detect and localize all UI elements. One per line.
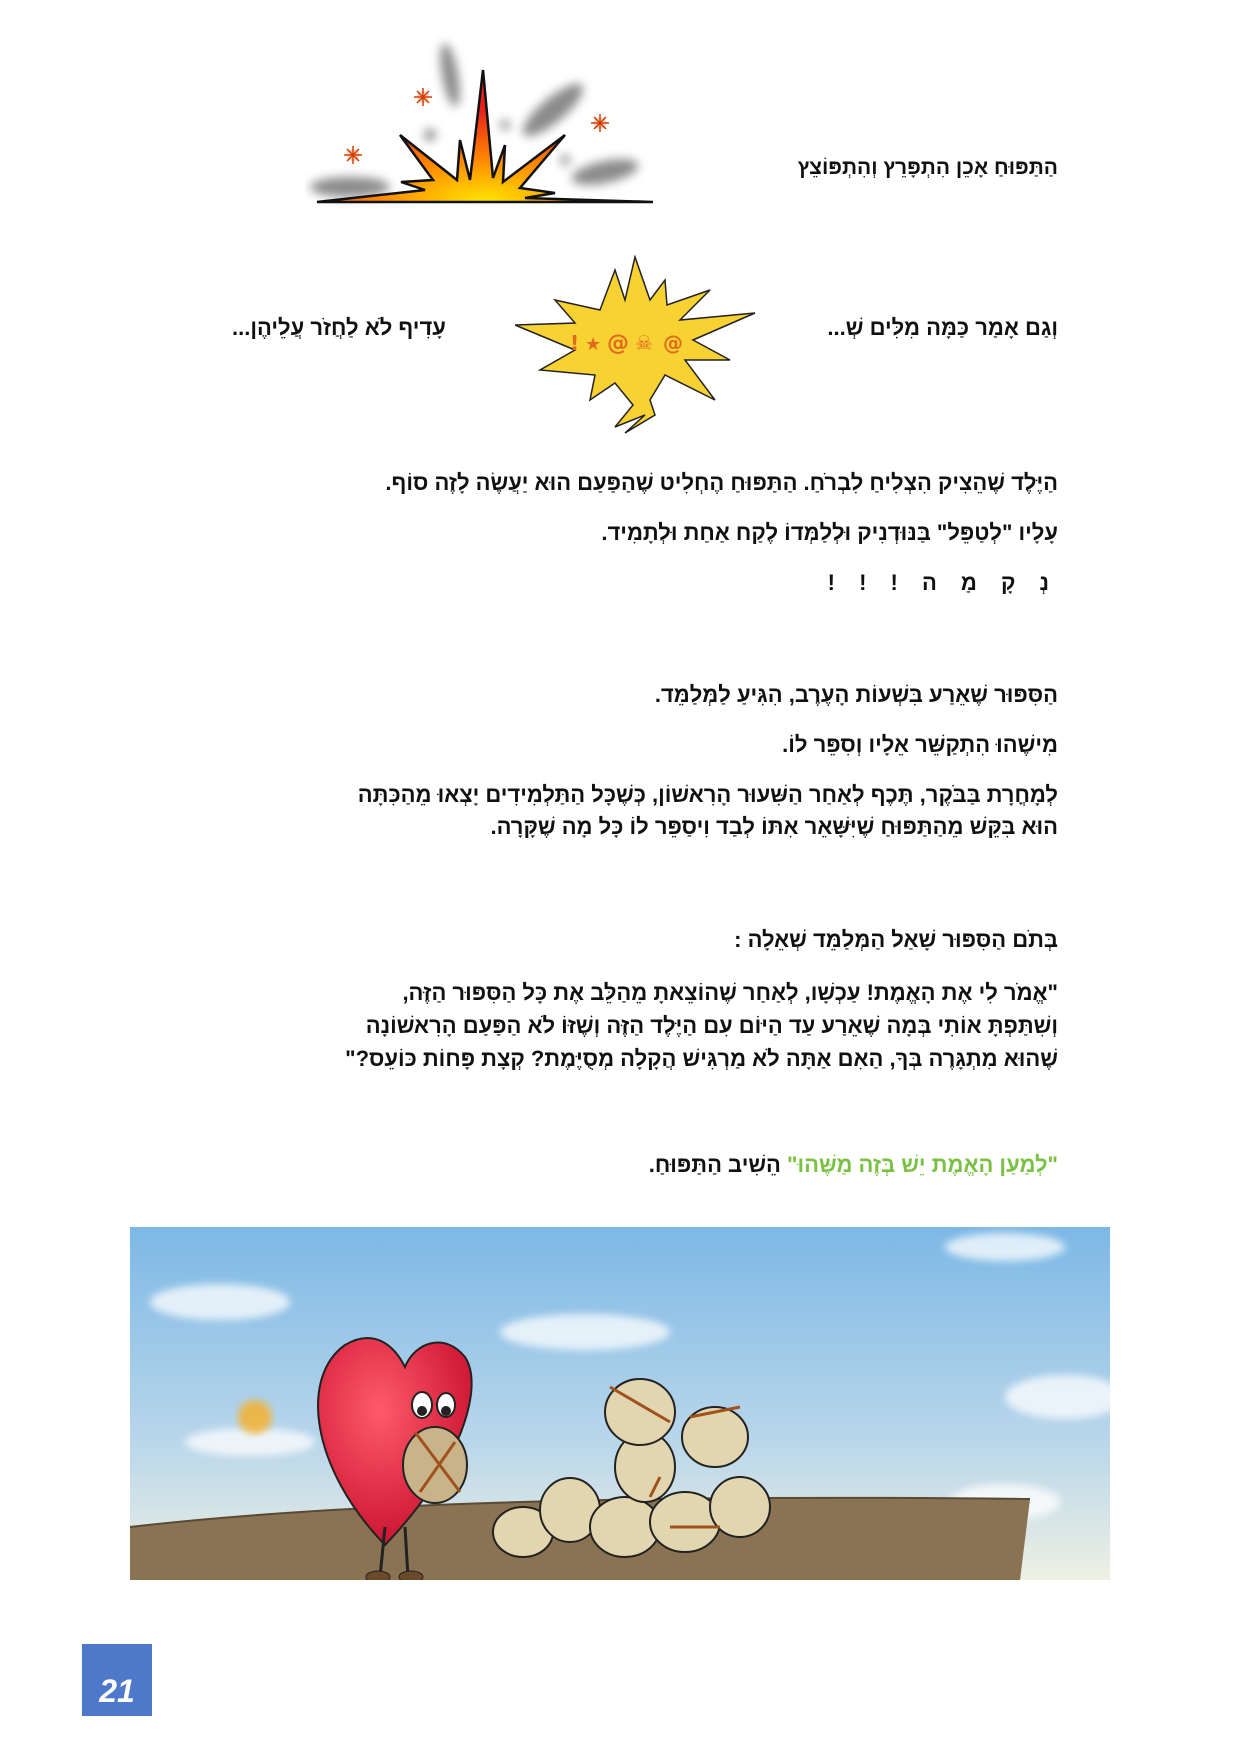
paragraph-2-line-2: מִישֶׁהוּ הִתְקַשֵּׁר אֵלָיו וְסִפֵּר לוֹ. xyxy=(782,732,1058,757)
quote-line-1: "אֱמֹר לִי אֶת הָאֱמֶת! עַכְשָׁו, לְאַחַר שֶׁהוֹצֵאתָ מֵהַלֵּב אֶת כָּל הַסִּפּוּר הַזֶּה, xyxy=(402,980,1058,1005)
text-better-not-repeat: עָדִיף לֹא לַחֲזֹר עֲלֵיהֶן... xyxy=(232,315,446,340)
apple-answer xyxy=(649,1150,1058,1180)
answer-attribution: הֵשִׁיב הַתַּפּוּחַ. xyxy=(648,1152,788,1177)
paragraph-1-line-1: הַיֶּלֶד שֶׁהֵצִיק הִצְלִיחַ לִבְרֹחַ. הַתַּפּוּחַ הֶחְלִיט שֶׁהַפַּעַם הוּא יַעֲשֶׂה לָזֶה סוֹף. xyxy=(385,470,1058,495)
heading-apple-exploded: הַתַּפּוּחַ אָכֵן הִתְפָּרֵץ וְהִתְפּוֹצֵץ xyxy=(797,156,1058,179)
svg-text:@: @ xyxy=(607,331,629,356)
curse-burst-illustration xyxy=(515,255,765,445)
paragraph-3-line-1: לְמָחֳרָת בַּבֹּקֶר, תֶּכֶף לְאַחַר הַשִּׁעוּר הָרִאשׁוֹן, כְּשֶׁכָּל הַתַּלְמִידִים יָצְאוּ מֵהַכִּתָּה xyxy=(357,782,1058,807)
paragraph-2-line-1: הַסִּפּוּר שֶׁאֵרַע בִּשְׁעוֹת הָעֶרֶב, הִגִּיעַ לַמְּלַמֵּד. xyxy=(654,682,1058,707)
answer-quote-green: "לְמַעַן הָאֱמֶת יֵשׁ בְּזֶה מַשֶּׁהוּ" xyxy=(787,1152,1058,1177)
paragraph-4-line-1: בְּתֹם הַסִּפּוּר שָׁאַל הַמְּלַמֵּד שְׁאֵלָה : xyxy=(734,927,1058,952)
heart-character-scene-illustration xyxy=(130,1227,1110,1580)
page-number: 21 xyxy=(99,1673,135,1709)
text-said-some-words: וְגַם אָמַר כַּמָּה מִלִּים שְׁ... xyxy=(827,315,1058,340)
revenge-exclamation: נְ קָ מַ ה ! ! ! xyxy=(827,570,1058,595)
exclamation-glyph: ! xyxy=(570,331,580,355)
page-number-badge xyxy=(82,1644,152,1716)
quote-line-2: וְשִׁתַּפְתָּ אוֹתִי בְּמָה שֶׁאֵרַע עַד הַיּוֹם עִם הַיֶּלֶד הַזֶּה וְשֶׁזּוֹ לֹא הַפַּעַם הָרִאשׁוֹנָה xyxy=(365,1013,1058,1038)
svg-text:☠: ☠ xyxy=(635,331,653,355)
svg-text:@: @ xyxy=(663,331,683,355)
paragraph-3-line-2: הוּא בִּקֵּשׁ מֵהַתַּפּוּחַ שֶׁיִּשָּׁאֵר אִתּוֹ לְבַד וִיסַפֵּר לוֹ כָּל מָה שֶׁקָּרָה. xyxy=(490,814,1058,839)
quote-line-3: שֶׁהוּא מִתְגָּרֶה בְּךָ, הַאִם אַתָּה לֹא מַרְגִּישׁ הֲקָלָה מְסֻיֶּמֶת? קְצָת פָּחוֹת כּוֹעֵס?" xyxy=(345,1046,1058,1071)
explosion-illustration xyxy=(305,30,665,235)
svg-text:★: ★ xyxy=(585,334,602,355)
paragraph-1-line-2: עָלָיו "לְטַפֵּל" בַּנּוּדְנִיק וּלְלַמְּדוֹ לֶקַח אַחַת וּלְתָמִיד. xyxy=(601,520,1058,545)
